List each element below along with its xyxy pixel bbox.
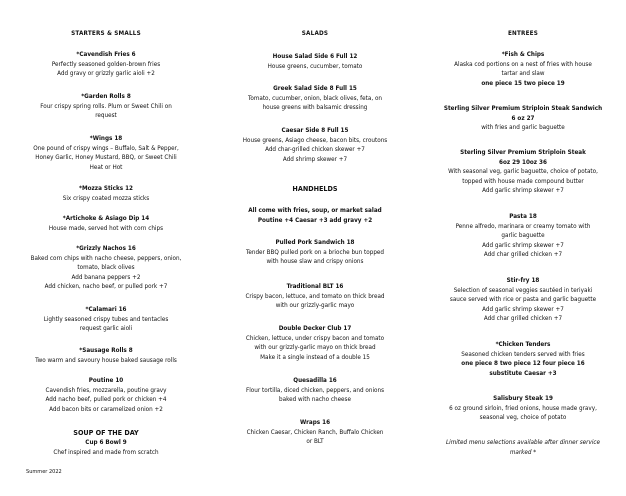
item-desc: House made, served hot with corn chips xyxy=(48,224,164,232)
item-desc: Add bacon bits or caramelized onion +2 xyxy=(49,405,163,413)
entrees-heading: ENTREES xyxy=(507,30,539,37)
item-desc: Crispy bacon, lettuce, and tomato on thick bread xyxy=(245,292,385,300)
item-desc: Four crispy spring rolls. Plum or Sweet Chili on xyxy=(40,102,172,110)
menu-item-pasta xyxy=(424,212,622,260)
menu-item-cavendish-fries xyxy=(6,50,206,79)
item-desc: With seasonal veg, garlic baguette, choice of potato, xyxy=(448,168,598,176)
item-desc: Penne alfredo, marinara or creamy tomato with xyxy=(455,222,591,230)
item-title: *Artichoke & Asiago Dip 14 xyxy=(62,215,150,222)
menu-item-steak-sandwich xyxy=(424,104,622,133)
item-title: *Cavendish Fries 6 xyxy=(76,51,136,58)
item-desc: baked with nacho cheese xyxy=(279,396,351,404)
menu-item-salisbury-steak xyxy=(424,394,622,423)
item-title: *Calamari 16 xyxy=(85,306,127,313)
item-prices: 6 oz 27 xyxy=(511,114,535,122)
menu-item-grizzly-nachos xyxy=(6,244,206,292)
item-desc: Alaska cod portions on a nest of fries with house xyxy=(454,60,592,68)
menu-item-garden-rolls xyxy=(6,92,206,121)
item-desc: Tender BBQ pulled pork on a brioche bun topped xyxy=(245,248,385,256)
item-desc: Make it a single instead of a double 15 xyxy=(260,353,370,361)
item-title: *Chicken Tenders xyxy=(495,341,551,348)
item-desc: Six crispy coated mozza sticks xyxy=(62,194,150,202)
handhelds-heading: HANDHELDS xyxy=(292,184,338,193)
item-title: Caesar Side 8 Full 15 xyxy=(281,127,349,134)
item-title: *Wings 18 xyxy=(89,135,123,142)
soup-details xyxy=(6,438,206,457)
item-desc: Flour tortilla, diced chicken, peppers, and onions xyxy=(245,386,385,394)
item-desc: House greens, cucumber, tomato xyxy=(267,62,363,70)
menu-item-greek-salad xyxy=(214,84,416,113)
item-desc: Tomato, cucumber, onion, black olives, feta, on xyxy=(247,94,382,102)
item-desc: Lightly seasoned crispy tubes and tentacles xyxy=(43,315,169,323)
handhelds-upgrades: Poutine +4 Caesar +3 add gravy +2 xyxy=(257,216,373,224)
item-desc: Selection of seasonal veggies sautéed in teriyaki xyxy=(453,286,593,294)
item-desc: Add banana peppers +2 xyxy=(71,273,141,281)
menu-item-club xyxy=(214,324,416,362)
item-title: *Sausage Rolls 8 xyxy=(79,347,133,354)
menu-item-house-salad xyxy=(214,52,416,71)
item-desc: house greens with balsamic dressing xyxy=(262,104,368,112)
item-desc: Add garlic shrimp skewer +7 xyxy=(482,241,564,249)
item-title: Sterling Silver Premium Striploin Steak xyxy=(460,149,586,156)
item-desc: Seasoned chicken tenders served with fries xyxy=(461,350,585,358)
menu-item-artichoke-dip xyxy=(6,214,206,233)
item-desc: 6 oz ground sirloin, fried onions, house made gravy, xyxy=(449,404,597,412)
item-title: *Mozza Sticks 12 xyxy=(79,185,133,192)
item-title: Sterling Silver Premium Striploin Steak Sandwich xyxy=(443,105,603,112)
limited-menu-note: Limited menu selections available after dinner service marked * xyxy=(445,439,601,456)
item-desc: Chicken, lettuce, under crispy bacon and tomato xyxy=(245,334,385,342)
item-title: Stir-fry 18 xyxy=(506,277,540,284)
item-desc: Chicken Caesar, Chicken Ranch, Buffalo Chicken xyxy=(246,428,384,436)
menu-item-striploin-steak xyxy=(424,148,622,196)
item-desc: garlic baguette xyxy=(501,232,545,240)
item-desc: or BLT xyxy=(306,438,324,446)
menu-item-stir-fry xyxy=(424,276,622,324)
item-desc: seasonal veg, choice of potato xyxy=(479,414,567,422)
menu-item-quesadilla xyxy=(214,376,416,405)
item-desc: Add char grilled chicken +7 xyxy=(483,315,563,323)
item-desc: Add char grilled chicken +7 xyxy=(483,251,563,259)
item-desc: Add garlic shrimp skewer +7 xyxy=(482,305,564,313)
item-title: *Fish & Chips xyxy=(501,51,545,58)
item-title: Quesadilla 16 xyxy=(293,377,337,384)
season-label: Summer 2022 xyxy=(26,469,62,475)
menu-item-poutine xyxy=(6,376,206,414)
item-title: *Garden Rolls 8 xyxy=(81,93,131,100)
item-desc: request xyxy=(95,112,117,120)
menu-item-calamari xyxy=(6,305,206,334)
item-desc: with house slaw and crispy onions xyxy=(266,258,364,266)
item-desc: Perfectly seasoned golden-brown fries xyxy=(51,60,161,68)
item-desc: request garlic aioli xyxy=(79,325,133,333)
item-desc: tartar and slaw xyxy=(501,70,545,78)
item-prices: one piece 15 two piece 19 xyxy=(481,79,565,87)
menu-item-sausage-rolls xyxy=(6,346,206,365)
handhelds-sides: All come with fries, soup, or market salad xyxy=(248,207,382,214)
soup-desc: Chef inspired and made from scratch xyxy=(53,448,159,456)
menu-item-fish-chips xyxy=(424,50,622,88)
item-desc: One pound of crispy wings – Buffalo, Salt & Pepper, xyxy=(33,144,179,152)
item-desc: Honey Garlic, Honey Mustard, BBQ, or Sweet Chili xyxy=(35,154,177,162)
item-title: Poutine 10 xyxy=(88,377,124,384)
item-title: *Grizzly Nachos 16 xyxy=(76,245,136,252)
menu-item-caesar xyxy=(214,126,416,164)
item-desc: sauce served with rice or pasta and garlic baguette xyxy=(449,296,597,304)
item-title: Traditional BLT 16 xyxy=(286,283,344,290)
item-desc: Add garlic shrimp skewer +7 xyxy=(482,187,564,195)
item-desc: with our grizzly-garlic mayo on thick bread xyxy=(254,344,376,352)
soup-prices: Cup 6 Bowl 9 xyxy=(85,439,127,446)
item-title: Greek Salad Side 8 Full 15 xyxy=(273,85,357,92)
menu-item-wings xyxy=(6,134,206,172)
item-desc: with fries and garlic baguette xyxy=(481,124,565,132)
item-desc: Add gravy or grizzly garlic aioli +2 xyxy=(57,70,155,78)
item-prices: substitute Caesar +3 xyxy=(489,369,557,377)
item-desc: Add chicken, nacho beef, or pulled pork +7 xyxy=(44,283,168,291)
item-title: Salisbury Steak 19 xyxy=(493,395,553,402)
handhelds-intro xyxy=(214,206,416,225)
menu-item-pulled-pork xyxy=(214,238,416,267)
item-desc: Baked corn chips with nacho cheese, peppers, onion, xyxy=(30,254,182,262)
item-desc: Add nacho beef, pulled pork or chicken +4 xyxy=(45,396,167,404)
item-prices: 6oz 29 10oz 36 xyxy=(499,158,547,166)
soup-heading: SOUP OF THE DAY xyxy=(73,428,139,437)
item-desc: Add char-grilled chicken skewer +7 xyxy=(265,146,365,154)
item-title: Pasta 18 xyxy=(509,213,537,220)
item-desc: House greens, Asiago cheese, bacon bits, croutons xyxy=(242,136,388,144)
menu-item-mozza-sticks xyxy=(6,184,206,203)
salads-heading: SALADS xyxy=(301,30,329,37)
item-title: Double Decker Club 17 xyxy=(278,325,352,332)
item-title: Pulled Pork Sandwich 18 xyxy=(275,239,355,246)
item-desc: Cavendish fries, mozzarella, poutine gravy xyxy=(45,386,167,394)
menu-item-chicken-tenders xyxy=(424,340,622,378)
menu-item-wraps xyxy=(214,418,416,447)
item-title: Wraps 16 xyxy=(299,419,331,426)
item-prices: one piece 8 two piece 12 four piece 16 xyxy=(461,360,585,368)
item-desc: Two warm and savoury house baked sausage rolls xyxy=(35,356,177,364)
item-title: House Salad Side 6 Full 12 xyxy=(272,53,358,60)
item-desc: tomato, black olives xyxy=(77,264,135,272)
item-desc: Add shrimp skewer +7 xyxy=(282,155,348,163)
item-desc: Heat or Hot xyxy=(89,163,123,171)
menu-item-blt xyxy=(214,282,416,311)
item-desc: with our grizzly-garlic mayo xyxy=(275,302,355,310)
item-desc: topped with house made compound butter xyxy=(462,177,584,185)
starters-heading: STARTERS & SMALLS xyxy=(71,30,141,37)
